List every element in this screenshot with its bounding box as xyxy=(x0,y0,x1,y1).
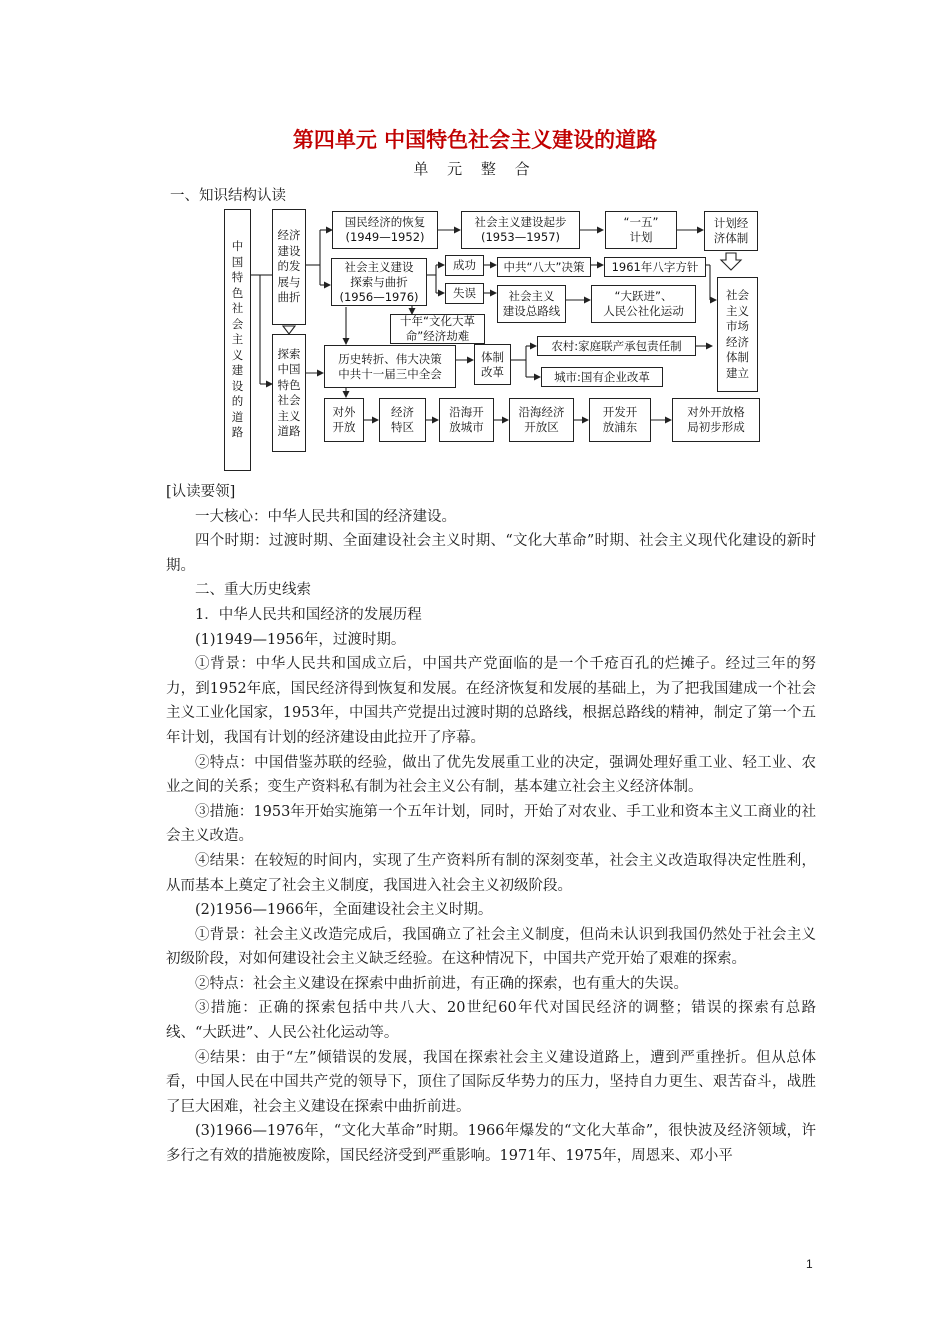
subheading: 1．中华人民共和国经济的发展历程 xyxy=(195,606,422,623)
section-heading-1: 一、知识结构认读 xyxy=(170,188,286,204)
page-number: 1 xyxy=(806,1257,813,1271)
diagram-mistake: 失误 xyxy=(445,283,484,304)
diagram-recovery: 国民经济的恢复 (1949—1952) xyxy=(332,211,438,249)
diagram-explore: 社会主义建设 探索与曲折 (1956—1976) xyxy=(331,258,427,306)
diagram-historic-turn: 历史转折、伟大决策 中共十一届三中全会 xyxy=(324,345,456,388)
diagram-branch-explore-path: 探索 中国 特色 社会 主义 道路 xyxy=(272,334,306,452)
paragraph: ②特点：中国借鉴苏联的经验，做出了优先发展重工业的决定，强调处理好重工业、轻工业、农业之间的关系；变生产资料私有制为社会主义公有制，基本建立社会主义经济体制。 xyxy=(166,754,816,796)
diagram-eighth-congress: 中共“八大”决策 xyxy=(497,257,591,277)
paragraph: ③措施：1953年开始实施第一个五年计划，同时，开始了对农业、手工业和资本主义工商业的社会主义改造。 xyxy=(166,803,816,845)
diagram-sez: 经济 特区 xyxy=(379,398,426,442)
body-text xyxy=(166,480,816,1169)
diagram-reform: 体制 改革 xyxy=(474,344,511,385)
page-subtitle: 单 元 整 合 xyxy=(413,160,537,178)
diagram-pudong: 开发开 放浦东 xyxy=(589,398,651,442)
diagram-cultural-revolution: 十年“文化大革 命”经济劫难 xyxy=(390,314,485,344)
paragraph: 四个时期：过渡时期、全面建设社会主义时期、“文化大革命”时期、社会主义现代化建设的新时期。 xyxy=(166,533,816,574)
diagram-root: 中 国 特 色 社 会 主 义 建 设 的 道 路 xyxy=(224,209,251,471)
diagram-coastal-cities: 沿海开 放城市 xyxy=(439,398,494,442)
diagram-five-year-plan: “一五” 计划 xyxy=(605,211,677,249)
period-heading: (2)1956—1966年，全面建设社会主义时期。 xyxy=(195,902,493,919)
paragraph: ④结果：在较短的时间内，实现了生产资料所有制的深刻变革，社会主义改造取得决定性胜利，从而基本上奠定了社会主义制度，我国进入社会主义初级阶段。 xyxy=(166,852,816,894)
section-heading-2: 二、重大历史线索 xyxy=(195,582,311,599)
page-title: 第四单元 中国特色社会主义建设的道路 xyxy=(292,128,658,152)
diagram-rural-reform: 农村:家庭联产承包责任制 xyxy=(537,336,696,356)
diagram-market-economy: 社会 主义 市场 经济 体制 建立 xyxy=(717,277,758,392)
diagram-opening-up: 对外 开放 xyxy=(324,398,364,442)
diagram-coastal-zones: 沿海经济 开放区 xyxy=(509,398,574,442)
paragraph: ④结果：由于“左”倾错误的发展，我国在探索社会主义建设道路上，遭到严重挫折。但从总体看，中国人民在中国共产党的领导下，顶住了国际反华势力的压力，坚持自力更生、艰苦奋斗，战胜了巨大困难，社会主义建设在探索中曲折前进。 xyxy=(166,1049,816,1115)
period-heading: (1)1949—1956年，过渡时期。 xyxy=(195,631,406,648)
diagram-success: 成功 xyxy=(445,255,484,276)
paragraph: ③措施：正确的探索包括中共八大、20世纪60年代对国民经济的调整；错误的探索有总路线、“大跃进”、人民公社化运动等。 xyxy=(166,1000,816,1042)
diagram-opening-pattern: 对外开放格 局初步形成 xyxy=(672,398,760,442)
diagram-great-leap: “大跃进”、 人民公社化运动 xyxy=(591,285,696,323)
diagram-planned-economy: 计划经 济体制 xyxy=(704,211,758,251)
paragraph: ②特点：社会主义建设在探索中曲折前进，有正确的探索，也有重大的失误。 xyxy=(195,975,688,992)
diagram-branch-economy: 经济 建设 的发 展与 曲折 xyxy=(272,209,306,325)
diagram-start: 社会主义建设起步 (1953—1957) xyxy=(461,211,580,249)
paragraph: ①背景：社会主义改造完成后，我国确立了社会主义制度，但尚未认识到我国仍然处于社会主义初级阶段，对如何建设社会主义缺乏经验。在这种情况下，中国共产党开始了艰难的探索。 xyxy=(166,926,816,968)
paragraph: ①背景：中华人民共和国成立后，中国共产党面临的是一个千疮百孔的烂摊子。经过三年的努力，到1952年底，国民经济得到恢复和发展。在经济恢复和发展的基础上，为了把我国建成一个社会主义工业化国家，1953年，中国共产党提出过渡时期的总路线，根据总路线的精神，制定了第一个五年计划，我国有计划的经济建设由此拉开了序幕。 xyxy=(166,656,816,746)
diagram-general-line: 社会主义 建设总路线 xyxy=(497,285,566,323)
paragraph: (3)1966—1976年，“文化大革命”时期。1966年爆发的“文化大革命”，很快波及经济领域，许多行之有效的措施被废除，国民经济受到严重影响。1971年、1975年，周恩来、邓小平 xyxy=(166,1123,816,1165)
paragraph: [认读要领] xyxy=(166,484,236,500)
diagram-urban-reform: 城市:国有企业改革 xyxy=(541,367,663,387)
diagram-policy-1961: 1961年八字方针 xyxy=(604,257,706,277)
paragraph: 一大核心：中华人民共和国的经济建设。 xyxy=(195,508,456,525)
